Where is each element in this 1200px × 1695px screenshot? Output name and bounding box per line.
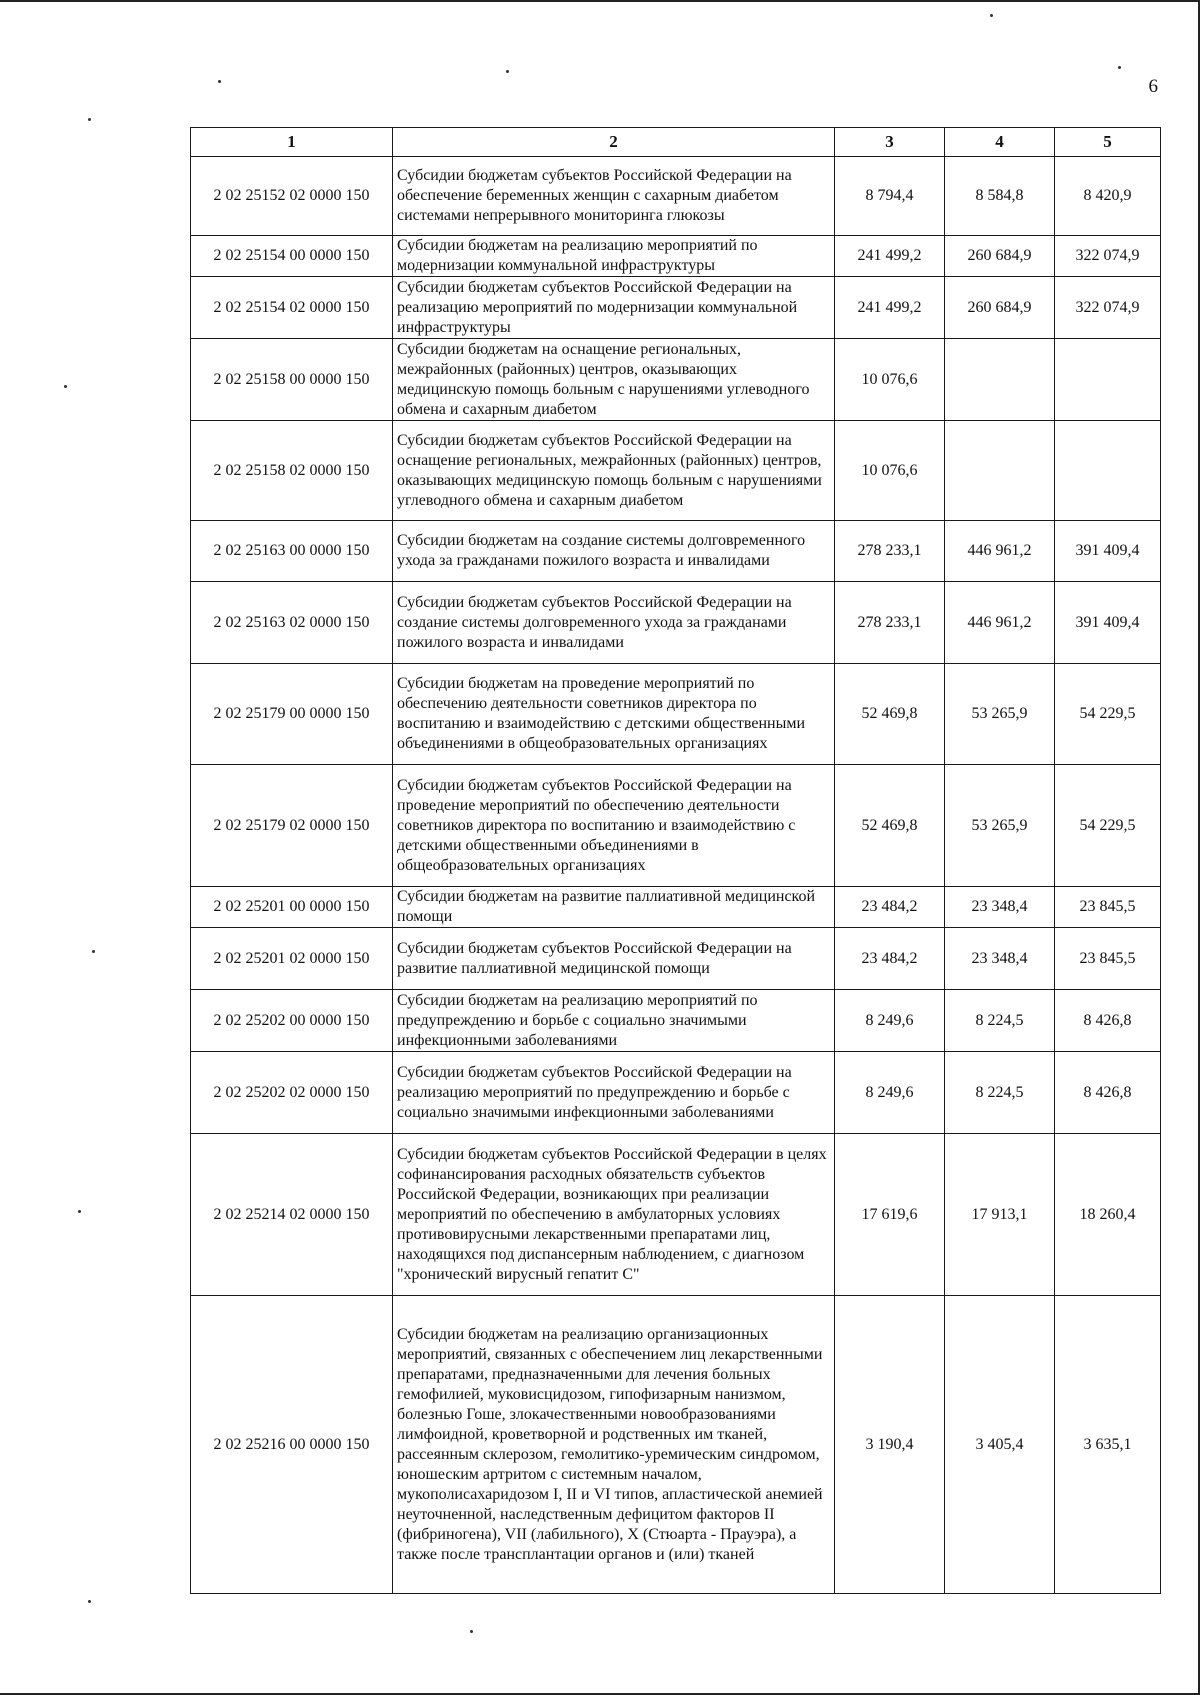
budget-code: 2 02 25163 00 0000 150: [191, 521, 393, 582]
value-col-4: 446 961,2: [945, 521, 1055, 582]
value-col-5: 391 409,4: [1055, 521, 1161, 582]
budget-table: [190, 127, 1161, 1594]
value-col-5: 391 409,4: [1055, 582, 1161, 664]
budget-code: 2 02 25179 02 0000 150: [191, 765, 393, 887]
budget-code: 2 02 25179 00 0000 150: [191, 664, 393, 765]
page-number: 6: [1148, 76, 1158, 97]
value-col-3: 23 484,2: [835, 887, 945, 928]
table-row: [191, 236, 1161, 277]
scan-speck: [92, 950, 95, 953]
value-col-4: 260 684,9: [945, 277, 1055, 339]
value-col-4: 17 913,1: [945, 1134, 1055, 1296]
value-col-5: 322 074,9: [1055, 277, 1161, 339]
table-row: [191, 1052, 1161, 1134]
scan-speck: [990, 14, 993, 17]
value-col-4: 260 684,9: [945, 236, 1055, 277]
scan-speck: [78, 1210, 81, 1213]
table-row: [191, 582, 1161, 664]
value-col-3: 52 469,8: [835, 765, 945, 887]
item-description: Субсидии бюджетам субъектов Российской Федерации на реализацию мероприятий по модернизации коммунальной инфраструктуры: [393, 277, 835, 339]
header-col-3: 3: [835, 128, 945, 157]
table-row: [191, 990, 1161, 1052]
table-row: [191, 1134, 1161, 1296]
value-col-3: 278 233,1: [835, 521, 945, 582]
scan-speck: [64, 385, 67, 388]
item-description: Субсидии бюджетам субъектов Российской Федерации на оснащение региональных, межрайонных (районных) центров, оказывающих медицинскую помощь больным с нарушениями углеводного обмена и сахарным диабетом: [393, 421, 835, 521]
item-description: Субсидии бюджетам на реализацию организационных мероприятий, связанных с обеспечением лиц лекарственными препаратами, предназначенными для лечения больных гемофилией, муковисцидозом, гипофизарным нанизмом, болезнью Гоше, злокачественными новообразованиями лимфоидной, кроветворной и родственных им тканей, рассеянным склерозом, гемолитико-уремическим синдромом, юношеским артритом с системным началом, мукополисахаридозом I, II и VI типов, апластической анемией неуточненной, наследственным дефицитом факторов II (фибриногена), VII (лабильного), X (Стюарта - Прауэра), а также после трансплантации органов и (или) тканей: [393, 1296, 835, 1594]
scan-speck: [218, 80, 221, 83]
value-col-3: 8 794,4: [835, 157, 945, 236]
budget-code: 2 02 25202 02 0000 150: [191, 1052, 393, 1134]
item-description: Субсидии бюджетам на реализацию мероприятий по предупреждению и борьбе с социально значимыми инфекционными заболеваниями: [393, 990, 835, 1052]
value-col-5: 3 635,1: [1055, 1296, 1161, 1594]
item-description: Субсидии бюджетам субъектов Российской Федерации на обеспечение беременных женщин с сахарным диабетом системами непрерывного мониторинга глюкозы: [393, 157, 835, 236]
value-col-3: 52 469,8: [835, 664, 945, 765]
value-col-5: [1055, 339, 1161, 421]
budget-code: 2 02 25154 02 0000 150: [191, 277, 393, 339]
value-col-4: 23 348,4: [945, 887, 1055, 928]
budget-code: 2 02 25163 02 0000 150: [191, 582, 393, 664]
scan-speck: [470, 1630, 473, 1633]
value-col-3: 10 076,6: [835, 421, 945, 521]
value-col-3: 8 249,6: [835, 990, 945, 1052]
value-col-4: [945, 421, 1055, 521]
item-description: Субсидии бюджетам на развитие паллиативной медицинской помощи: [393, 887, 835, 928]
budget-code: 2 02 25201 00 0000 150: [191, 887, 393, 928]
budget-code: 2 02 25214 02 0000 150: [191, 1134, 393, 1296]
table-row: [191, 277, 1161, 339]
value-col-5: 18 260,4: [1055, 1134, 1161, 1296]
table-row: [191, 421, 1161, 521]
header-col-2: 2: [393, 128, 835, 157]
value-col-3: 8 249,6: [835, 1052, 945, 1134]
item-description: Субсидии бюджетам субъектов Российской Федерации в целях софинансирования расходных обязательств субъектов Российской Федерации, возникающих при реализации мероприятий по обеспечению в амбулаторных условиях противовирусными лекарственными препаратами лиц, находящихся под диспансерным наблюдением, с диагнозом "хронический вирусный гепатит С": [393, 1134, 835, 1296]
item-description: Субсидии бюджетам субъектов Российской Федерации на проведение мероприятий по обеспечению деятельности советников директора по воспитанию и взаимодействию с детскими общественными объединениями в общеобразовательных организациях: [393, 765, 835, 887]
value-col-4: 53 265,9: [945, 765, 1055, 887]
budget-code: 2 02 25202 00 0000 150: [191, 990, 393, 1052]
table-row: [191, 1296, 1161, 1594]
value-col-3: 10 076,6: [835, 339, 945, 421]
table-header-row: [191, 128, 1161, 157]
value-col-4: [945, 339, 1055, 421]
table-row: [191, 765, 1161, 887]
table-row: [191, 928, 1161, 990]
scan-speck: [88, 118, 91, 121]
scan-speck: [1118, 66, 1121, 69]
value-col-3: 23 484,2: [835, 928, 945, 990]
value-col-4: 53 265,9: [945, 664, 1055, 765]
value-col-3: 278 233,1: [835, 582, 945, 664]
header-col-5: 5: [1055, 128, 1161, 157]
value-col-5: 322 074,9: [1055, 236, 1161, 277]
value-col-3: 17 619,6: [835, 1134, 945, 1296]
item-description: Субсидии бюджетам субъектов Российской Федерации на создание системы долговременного ухода за гражданами пожилого возраста и инвалидами: [393, 582, 835, 664]
scan-speck: [506, 70, 509, 73]
value-col-3: 3 190,4: [835, 1296, 945, 1594]
item-description: Субсидии бюджетам субъектов Российской Федерации на реализацию мероприятий по предупреждению и борьбе с социально значимыми инфекционными заболеваниями: [393, 1052, 835, 1134]
table-row: [191, 664, 1161, 765]
table-row: [191, 157, 1161, 236]
value-col-5: [1055, 421, 1161, 521]
value-col-5: 54 229,5: [1055, 664, 1161, 765]
item-description: Субсидии бюджетам на создание системы долговременного ухода за гражданами пожилого возраста и инвалидами: [393, 521, 835, 582]
budget-code: 2 02 25201 02 0000 150: [191, 928, 393, 990]
table-row: [191, 521, 1161, 582]
budget-code: 2 02 25158 00 0000 150: [191, 339, 393, 421]
budget-code: 2 02 25152 02 0000 150: [191, 157, 393, 236]
table-row: [191, 339, 1161, 421]
header-col-1: 1: [191, 128, 393, 157]
scan-speck: [88, 1600, 91, 1603]
value-col-5: 23 845,5: [1055, 928, 1161, 990]
item-description: Субсидии бюджетам на оснащение региональных, межрайонных (районных) центров, оказывающих медицинскую помощь больным с нарушениями углеводного обмена и сахарным диабетом: [393, 339, 835, 421]
value-col-5: 23 845,5: [1055, 887, 1161, 928]
value-col-3: 241 499,2: [835, 277, 945, 339]
value-col-5: 8 426,8: [1055, 1052, 1161, 1134]
header-col-4: 4: [945, 128, 1055, 157]
budget-code: 2 02 25216 00 0000 150: [191, 1296, 393, 1594]
value-col-4: 23 348,4: [945, 928, 1055, 990]
value-col-4: 446 961,2: [945, 582, 1055, 664]
item-description: Субсидии бюджетам субъектов Российской Федерации на развитие паллиативной медицинской помощи: [393, 928, 835, 990]
item-description: Субсидии бюджетам на проведение мероприятий по обеспечению деятельности советников директора по воспитанию и взаимодействию с детскими общественными объединениями в общеобразовательных организациях: [393, 664, 835, 765]
value-col-4: 8 224,5: [945, 990, 1055, 1052]
budget-code: 2 02 25158 02 0000 150: [191, 421, 393, 521]
value-col-4: 8 584,8: [945, 157, 1055, 236]
item-description: Субсидии бюджетам на реализацию мероприятий по модернизации коммунальной инфраструктуры: [393, 236, 835, 277]
value-col-5: 54 229,5: [1055, 765, 1161, 887]
value-col-5: 8 420,9: [1055, 157, 1161, 236]
value-col-4: 3 405,4: [945, 1296, 1055, 1594]
budget-code: 2 02 25154 00 0000 150: [191, 236, 393, 277]
value-col-4: 8 224,5: [945, 1052, 1055, 1134]
value-col-3: 241 499,2: [835, 236, 945, 277]
table-row: [191, 887, 1161, 928]
value-col-5: 8 426,8: [1055, 990, 1161, 1052]
